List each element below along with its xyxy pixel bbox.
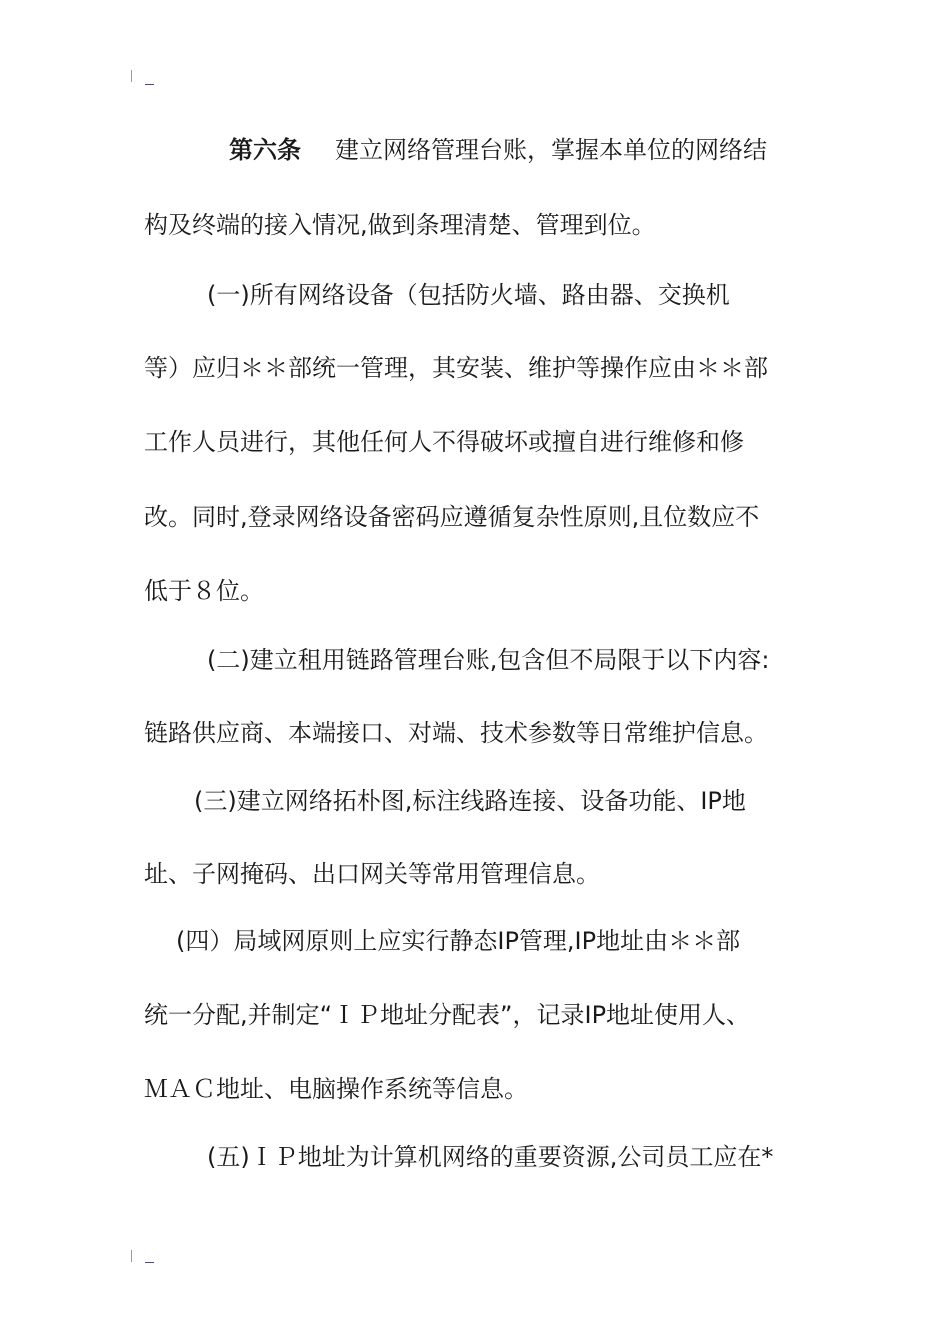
item3-line-1: (三)建立网络拓朴图,标注线路连接、设备功能、IP地 [194, 787, 746, 815]
item1-line-1: (一)所有网络设备（包括防火墙、路由器、交换机 [207, 281, 730, 309]
item4-line-2: 统一分配,并制定“ＩＰ地址分配表”，记录IP地址使用人、 [144, 1001, 751, 1029]
page-corner-mark-bottom-dash [145, 1262, 154, 1263]
item1-line-5: 低于８位。 [144, 577, 264, 605]
item4-line-1: (四）局域网原则上应实行静态IP管理,IP地址由＊＊部 [176, 927, 741, 955]
item1-line-2: 等）应归＊＊部统一管理，其安装、维护等操作应由＊＊部 [144, 354, 768, 382]
item4-line-3: ＭＡＣ地址、电脑操作系统等信息。 [144, 1075, 528, 1103]
item5-line-1: (五)ＩＰ地址为计算机网络的重要资源,公司员工应在* [207, 1143, 774, 1171]
item2-line-1: (二)建立租用链路管理台账,包含但不局限于以下内容: [207, 646, 770, 674]
article-line-2: 构及终端的接入情况,做到条理清楚、管理到位。 [144, 211, 656, 239]
item1-line-3: 工作人员进行，其他任何人不得破坏或擅自进行维修和修 [144, 428, 744, 456]
page-corner-mark-top-dash [145, 84, 154, 85]
article-heading: 第六条 [229, 136, 301, 164]
item2-line-2: 链路供应商、本端接口、对端、技术参数等日常维护信息。 [144, 719, 768, 747]
article-line-1 [229, 135, 767, 165]
page-corner-mark-top [131, 70, 132, 82]
item3-line-2: 址、子网掩码、出口网关等常用管理信息。 [144, 860, 600, 888]
item1-line-4: 改。同时,登录网络设备密码应遵循复杂性原则,且位数应不 [144, 503, 760, 531]
page-corner-mark-bottom [131, 1250, 132, 1262]
article-intro: 建立网络管理台账，掌握本单位的网络结 [335, 136, 767, 164]
